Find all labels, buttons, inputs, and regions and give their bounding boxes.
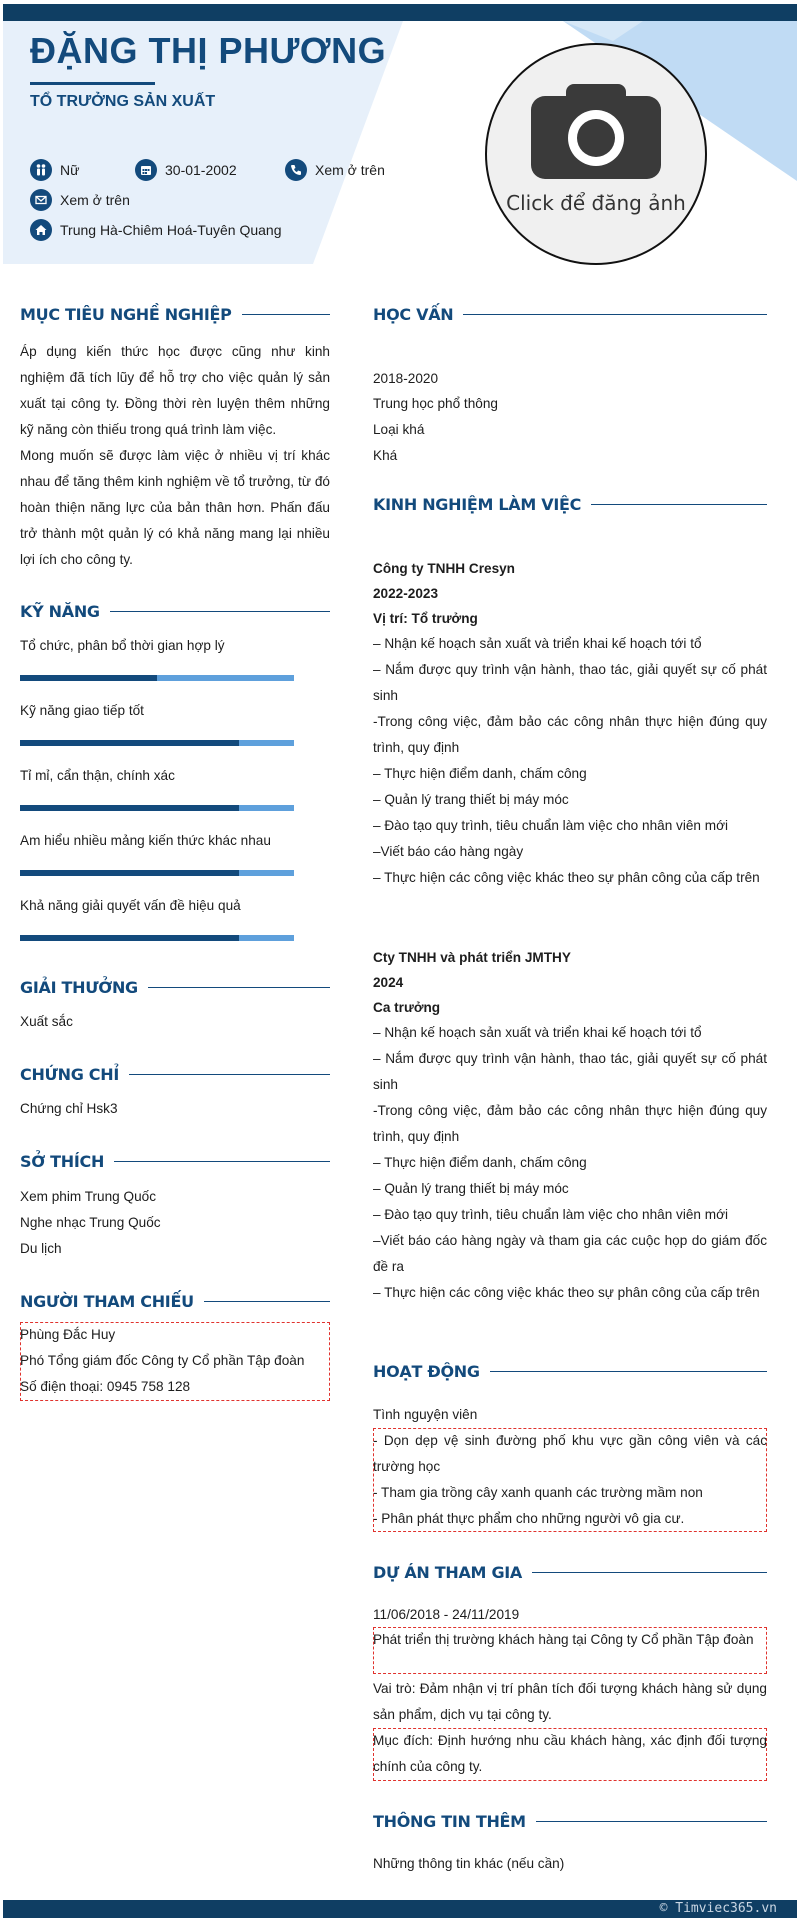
skill-level-fill: [20, 740, 239, 746]
job-duty: – Quản lý trang thiết bị máy móc: [373, 1181, 569, 1196]
job-duty: – Đào tạo quy trình, tiêu chuẩn làm việc cho nhân viên mới: [373, 818, 728, 833]
project-goal: Mục đích: Định hướng nhu cầu khách hàng, xác định đối tượng chính của công ty.: [373, 1733, 767, 1774]
career-objective-text-1: Áp dụng kiến thức học được cũng như kinh nghiệm đã tích lũy để hỗ trợ cho việc quản lý sản xuất tại công ty. Đồng thời rèn luyện thêm những kỹ năng còn thiếu trong quá trình làm việc.: [20, 344, 330, 437]
skill-label: Kỹ năng giao tiếp tốt: [20, 703, 144, 718]
job-company: Công ty TNHH Cresyn: [373, 561, 515, 576]
skill-label: Tổ chức, phân bổ thời gian hợp lý: [20, 638, 225, 653]
skill-level-bar: [20, 805, 294, 811]
left-column: [20, 0, 330, 1900]
job-duty: -Trong công việc, đảm bảo các công nhân thực hiện đúng quy trình, quy định: [373, 714, 767, 755]
job-duty: –Viết báo cáo hàng ngày: [373, 844, 524, 859]
activities-heading: HOẠT ĐỘNG: [373, 1362, 767, 1381]
job-period: 2022-2023: [373, 586, 439, 601]
candidate-name: ĐẶNG THỊ PHƯƠNG: [30, 30, 387, 71]
awards-heading: GIẢI THƯỞNG: [20, 978, 330, 997]
skill-level-bar: [20, 870, 294, 876]
education-school: Trung học phổ thông: [373, 396, 498, 411]
phone-text: Xem ở trên: [315, 162, 385, 178]
job-period: 2024: [373, 975, 404, 990]
job-company: Cty TNHH và phát triển JMTHY: [373, 950, 571, 965]
projects-heading: DỰ ÁN THAM GIA: [373, 1563, 767, 1582]
reference-phone: Số điện thoại: 0945 758 128: [20, 1379, 191, 1394]
hobby-item: Nghe nhạc Trung Quốc: [20, 1215, 161, 1230]
activity-item: - Tham gia trồng cây xanh quanh các trường mầm non: [373, 1485, 703, 1500]
hobbies-heading: SỞ THÍCH: [20, 1152, 330, 1171]
job-role: Ca trưởng: [373, 1000, 441, 1015]
experience-heading: KINH NGHIỆM LÀM VIỆC: [373, 495, 767, 514]
education-grade: Khá: [373, 448, 398, 463]
job-duty: – Quản lý trang thiết bị máy móc: [373, 792, 569, 807]
job-duty: – Thực hiện các công việc khác theo sự phân công của cấp trên: [373, 870, 760, 885]
dob-text: 30-01-2002: [165, 162, 237, 178]
hobby-item: Xem phim Trung Quốc: [20, 1189, 156, 1204]
skill-level-fill: [20, 805, 239, 811]
certificate-text: Chứng chỉ Hsk3: [20, 1101, 118, 1116]
email-text: Xem ở trên: [60, 192, 130, 208]
skill-level-fill: [20, 675, 157, 681]
activity-item: - Phân phát thực phẩm cho những người vô gia cư.: [373, 1511, 685, 1526]
address-text: Trung Hà-Chiêm Hoá-Tuyên Quang: [60, 222, 282, 238]
footer-brand: © Timviec365.vn: [659, 1901, 777, 1916]
skill-level-fill: [20, 870, 239, 876]
job-duty: -Trong công việc, đảm bảo các công nhân thực hiện đúng quy trình, quy định: [373, 1103, 767, 1144]
job-duty: – Thực hiện điểm danh, chấm công: [373, 1155, 587, 1170]
gender-text: Nữ: [60, 162, 80, 178]
skills-heading: KỸ NĂNG: [20, 602, 330, 621]
more-info-text: Những thông tin khác (nếu cần): [373, 1856, 565, 1871]
footer-bar: [3, 1900, 797, 1918]
reference-role: Phó Tổng giám đốc Công ty Cổ phần Tập đoàn: [20, 1353, 305, 1368]
activity-heading: Tình nguyện viên: [373, 1407, 478, 1422]
job-duty: – Thực hiện các công việc khác theo sự phân công của cấp trên: [373, 1285, 760, 1300]
job-role: Vị trí: Tổ trưởng: [373, 611, 478, 626]
project-name: Phát triển thị trường khách hàng tại Công ty Cổ phần Tập đoàn: [373, 1632, 754, 1647]
more-info-heading: THÔNG TIN THÊM: [373, 1812, 767, 1831]
activity-item: - Dọn dẹp vệ sinh đường phố khu vực gần công viên và các trường học: [373, 1433, 767, 1474]
job-duty: –Viết báo cáo hàng ngày và tham gia các cuộc họp do giám đốc đề ra: [373, 1233, 767, 1274]
project-period: 11/06/2018 - 24/11/2019: [373, 1607, 520, 1622]
references-heading: NGƯỜI THAM CHIẾU: [20, 1292, 330, 1311]
career-objective-text-2: Mong muốn sẽ được làm việc ở nhiều vị trí khác nhau để tăng thêm kinh nghiệm về tổ trưởng, từ đó hoàn thiện năng lực của bản thân hơn. Phấn đấu trở thành một quản lý có khả năng mang lại nhiều lợi ích cho công ty.: [20, 448, 330, 567]
project-role: Vai trò: Đảm nhận vị trí phân tích đối tượng khách hàng sử dụng sản phẩm, dịch vụ tại công ty.: [373, 1681, 767, 1722]
certificates-heading: CHỨNG CHỈ: [20, 1065, 330, 1084]
hobby-item: Du lịch: [20, 1241, 62, 1256]
education-heading: HỌC VẤN: [373, 305, 767, 324]
skill-label: Khả năng giải quyết vấn đề hiệu quả: [20, 898, 241, 913]
candidate-position: TỔ TRƯỞNG SẢN XUẤT: [30, 93, 216, 110]
education-period: 2018-2020: [373, 371, 439, 386]
skill-label: Am hiểu nhiều mảng kiến thức khác nhau: [20, 833, 271, 848]
award-text: Xuất sắc: [20, 1014, 73, 1029]
job-duty: – Thực hiện điểm danh, chấm công: [373, 766, 587, 781]
career-objective-heading: MỤC TIÊU NGHỀ NGHIỆP: [20, 305, 330, 324]
job-duty: – Nhận kế hoạch sản xuất và triển khai kế hoạch tới tổ: [373, 1025, 702, 1040]
job-duty: – Nhận kế hoạch sản xuất và triển khai kế hoạch tới tổ: [373, 636, 702, 651]
right-column: [373, 0, 767, 1900]
reference-name: Phùng Đắc Huy: [20, 1327, 116, 1342]
skill-level-fill: [20, 935, 239, 941]
education-rank: Loại khá: [373, 422, 425, 437]
skill-level-bar: [20, 675, 294, 681]
job-duty: – Nắm được quy trình vận hành, thao tác, giải quyết sự cố phát sinh: [373, 662, 767, 703]
avatar-upload-label: Click để đăng ảnh: [506, 190, 686, 215]
skill-level-bar: [20, 935, 294, 941]
skill-label: Tỉ mỉ, cẩn thận, chính xác: [20, 768, 175, 783]
job-duty: – Đào tạo quy trình, tiêu chuẩn làm việc cho nhân viên mới: [373, 1207, 728, 1222]
skill-level-bar: [20, 740, 294, 746]
job-duty: – Nắm được quy trình vận hành, thao tác, giải quyết sự cố phát sinh: [373, 1051, 767, 1092]
